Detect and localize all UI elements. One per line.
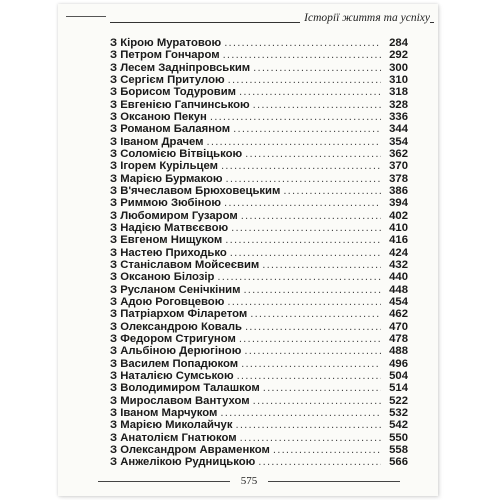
toc-entry	[110, 222, 408, 234]
toc-dot-leader	[217, 271, 381, 283]
toc-entry-page: 488	[389, 345, 408, 358]
toc-entry-title: З Сергієм Притулою	[110, 73, 225, 86]
toc-entry-page: 386	[389, 184, 408, 197]
toc-entry	[110, 259, 408, 271]
toc-dot-leader	[273, 444, 381, 456]
toc-dot-leader	[228, 74, 381, 86]
toc-dot-leader	[240, 432, 381, 444]
toc-entry-page: 542	[389, 419, 408, 432]
toc-entry-page: 566	[389, 456, 408, 469]
toc-dot-leader	[237, 370, 381, 382]
toc-dot-leader	[253, 395, 381, 407]
toc-entry-title: З Альбіною Дерюгіною	[110, 345, 242, 358]
page-number: 575	[240, 475, 258, 487]
toc-dot-leader	[258, 456, 381, 468]
toc-entry	[110, 456, 408, 468]
toc-entry-title: З Борисом Тодуровим	[110, 86, 237, 99]
footer-rule-right	[268, 481, 400, 482]
toc-entry-title: З Оксаною Білозір	[110, 271, 215, 284]
toc-entry	[110, 333, 408, 345]
toc-entry-page: 310	[389, 73, 408, 86]
toc-entry	[110, 160, 408, 172]
toc-dot-leader	[241, 210, 381, 222]
toc-entry	[110, 148, 408, 160]
toc-dot-leader	[233, 123, 381, 135]
toc-dot-leader	[231, 222, 381, 234]
toc-dot-leader	[253, 99, 381, 111]
toc-entry-page: 550	[389, 431, 408, 444]
toc-entry-page: 416	[389, 234, 408, 247]
toc-dot-leader	[245, 148, 381, 160]
toc-dot-leader	[224, 37, 381, 49]
toc-dot-leader	[253, 62, 381, 74]
toc-entry-page: 448	[389, 283, 408, 296]
toc-dot-leader	[221, 160, 381, 172]
toc-entry-page: 402	[389, 209, 408, 222]
toc-entry-title: З Федором Стригуном	[110, 332, 236, 345]
toc-entry-page: 558	[389, 443, 408, 456]
toc-entry-title: З Іваном Драчем	[110, 135, 204, 148]
toc-entry	[110, 74, 408, 86]
toc-entry-page: 410	[389, 221, 408, 234]
toc-entry-title: З Евгеном Нищуком	[110, 234, 223, 247]
toc-entry	[110, 210, 408, 222]
footer-rule-left	[98, 481, 230, 482]
toc-entry-page: 344	[389, 123, 408, 136]
toc-entry	[110, 173, 408, 185]
toc-entry-title: З Іваном Марчуком	[110, 406, 218, 419]
toc-entry	[110, 62, 408, 74]
toc-entry	[110, 185, 408, 197]
toc-entry-page: 394	[389, 197, 408, 210]
toc-entry	[110, 345, 408, 357]
toc-entry-title: З Любомиром Гузаром	[110, 209, 238, 222]
toc-entry	[110, 382, 408, 394]
toc-dot-leader	[220, 407, 381, 419]
book-page	[58, 4, 438, 496]
toc-dot-leader	[207, 136, 381, 148]
toc-entry-page: 496	[389, 357, 408, 370]
toc-entry	[110, 395, 408, 407]
table-of-contents	[110, 37, 408, 468]
toc-dot-leader	[236, 419, 382, 431]
toc-dot-leader	[223, 49, 381, 61]
toc-entry-title: З Соломією Вітвіцькою	[110, 147, 243, 160]
toc-dot-leader	[225, 234, 381, 246]
page-footer	[58, 474, 438, 488]
toc-entry	[110, 197, 408, 209]
toc-entry-title: З Надією Матвєєвою	[110, 221, 229, 234]
toc-entry-title: З Анжелікою Рудницькою	[110, 456, 256, 469]
toc-entry-title: З Петром Гончаром	[110, 49, 220, 62]
toc-entry-page: 284	[389, 37, 408, 49]
toc-entry	[110, 37, 408, 49]
toc-entry-title: З Адою Роговцевою	[110, 295, 225, 308]
toc-entry	[110, 111, 408, 123]
toc-entry-title: З Олександрою Коваль	[110, 320, 242, 333]
toc-dot-leader	[244, 345, 381, 357]
toc-dot-leader	[283, 185, 381, 197]
toc-dot-leader	[210, 111, 381, 123]
toc-entry-title: З Настею Приходько	[110, 246, 227, 259]
toc-entry-page: 328	[389, 98, 408, 111]
toc-entry-page: 470	[389, 320, 408, 333]
toc-entry-title: З В'ячеславом Брюховецьким	[110, 184, 281, 197]
toc-entry-page: 504	[389, 369, 408, 382]
toc-entry-title: З Станіславом Мойсеєвим	[110, 258, 260, 271]
toc-entry-page: 370	[389, 160, 408, 173]
toc-entry-title: З Патріархом Філаретом	[110, 308, 248, 321]
running-header	[58, 4, 438, 28]
toc-dot-leader	[262, 259, 381, 271]
toc-entry	[110, 321, 408, 333]
toc-entry-page: 336	[389, 110, 408, 123]
toc-dot-leader	[230, 247, 381, 259]
toc-dot-leader	[263, 382, 381, 394]
toc-entry-title: З Марією Миколайчук	[110, 419, 233, 432]
toc-entry-page: 354	[389, 135, 408, 148]
toc-entry-title: З Мирославом Вантухом	[110, 394, 250, 407]
toc-entry-page: 318	[389, 86, 408, 99]
toc-entry-page: 440	[389, 271, 408, 284]
toc-dot-leader	[239, 333, 381, 345]
toc-entry-page: 514	[389, 382, 408, 395]
toc-entry	[110, 123, 408, 135]
toc-entry-page: 462	[389, 308, 408, 321]
toc-entry	[110, 136, 408, 148]
toc-entry-title: З Володимиром Талашком	[110, 382, 260, 395]
toc-entry-title: З Василем Попадюком	[110, 357, 239, 370]
toc-dot-leader	[241, 358, 381, 370]
toc-dot-leader	[243, 284, 381, 296]
toc-entry	[110, 358, 408, 370]
toc-entry-title: З Олександром Авраменком	[110, 443, 270, 456]
toc-entry	[110, 271, 408, 283]
toc-dot-leader	[239, 86, 381, 98]
toc-entry-page: 454	[389, 295, 408, 308]
toc-entry-page: 362	[389, 147, 408, 160]
toc-entry-title: З Риммою Зюбіною	[110, 197, 222, 210]
toc-entry	[110, 86, 408, 98]
toc-entry-page: 378	[389, 172, 408, 185]
toc-dot-leader	[224, 197, 381, 209]
toc-dot-leader	[245, 321, 381, 333]
toc-dot-leader	[226, 173, 381, 185]
toc-entry	[110, 99, 408, 111]
toc-entry	[110, 308, 408, 320]
toc-entry	[110, 49, 408, 61]
toc-entry-title: З Русланом Сенічкіним	[110, 283, 241, 296]
toc-entry	[110, 432, 408, 444]
toc-entry-title: З Оксаною Пекун	[110, 110, 207, 123]
toc-entry	[110, 247, 408, 259]
toc-entry-page: 522	[389, 394, 408, 407]
toc-entry-title: З Наталією Сумською	[110, 369, 234, 382]
toc-dot-leader	[227, 296, 381, 308]
toc-entry-title: З Лесем Задніпровським	[110, 61, 251, 74]
toc-entry-title: З Романом Балаяном	[110, 123, 231, 136]
toc-entry	[110, 370, 408, 382]
toc-entry	[110, 296, 408, 308]
running-header-title: Історії життя та успіху	[300, 12, 430, 24]
toc-entry	[110, 234, 408, 246]
toc-entry	[110, 407, 408, 419]
toc-entry	[110, 419, 408, 431]
toc-entry-title: З Анатолієм Гнатюком	[110, 431, 237, 444]
toc-entry-title: З Евгенією Гапчинською	[110, 98, 250, 111]
header-ornament-line	[66, 16, 106, 17]
toc-entry-title: З Ігорем Курільцем	[110, 160, 218, 173]
toc-entry	[110, 444, 408, 456]
toc-entry-page: 478	[389, 332, 408, 345]
toc-dot-leader	[250, 308, 381, 320]
toc-entry-page: 432	[389, 258, 408, 271]
toc-entry-page: 300	[389, 61, 408, 74]
toc-entry-title: З Кірою Муратовою	[110, 37, 222, 49]
toc-entry-page: 424	[389, 246, 408, 259]
toc-entry-title: З Марією Бурмакою	[110, 172, 223, 185]
toc-entry-page: 292	[389, 49, 408, 62]
toc-entry-page: 532	[389, 406, 408, 419]
toc-entry	[110, 284, 408, 296]
